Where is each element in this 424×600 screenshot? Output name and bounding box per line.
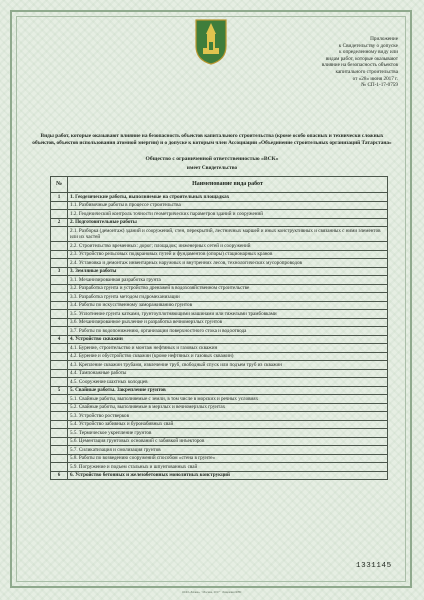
table-group-row <box>51 335 388 344</box>
row-number <box>51 276 68 285</box>
row-number: 5 <box>51 386 68 395</box>
row-work-name: 5.2. Свайные работы, выполняемые в мерзлых и вечномерзлых грунтах <box>68 403 388 412</box>
row-number: 4 <box>51 335 68 344</box>
row-work-name: 5.3. Устройство ростверков <box>68 412 388 421</box>
row-number <box>51 284 68 293</box>
row-number <box>51 318 68 327</box>
table-row <box>51 201 388 210</box>
row-work-name: 3.4. Работы по искусственному замораживанию грунтов <box>68 301 388 310</box>
row-work-name: 1.2. Геодезический контроль точности геометрических параметров зданий и сооружений <box>68 210 388 219</box>
table-row <box>51 361 388 370</box>
row-number: 2 <box>51 218 68 227</box>
row-work-name: 5.9. Погружение и подъем стальных и шпунтованных свай <box>68 463 388 472</box>
row-number: 1 <box>51 193 68 202</box>
row-work-name: 4.1. Бурение, строительство и монтаж нефтяных и газовых скважин <box>68 344 388 353</box>
row-work-name: 1.1. Разбивочные работы в процессе строительства <box>68 201 388 210</box>
appendix-line: к определенному виду или <box>339 49 398 56</box>
row-number <box>51 242 68 251</box>
row-number <box>51 403 68 412</box>
table-row <box>51 210 388 219</box>
row-number <box>51 344 68 353</box>
table-row <box>51 378 388 387</box>
row-work-name: 4. Устройство скважин <box>68 335 388 344</box>
row-number <box>51 327 68 336</box>
table-group-row <box>51 193 388 202</box>
table-row <box>51 395 388 404</box>
row-number <box>51 201 68 210</box>
table-row <box>51 284 388 293</box>
row-number: 6 <box>51 471 68 480</box>
row-work-name: 5.6. Цементация грунтовых оснований с забивкой инъекторов <box>68 437 388 446</box>
row-number <box>51 463 68 472</box>
table-row <box>51 293 388 302</box>
row-number <box>51 301 68 310</box>
appendix-line: № СП-1-17-0759 <box>361 82 398 89</box>
row-work-name: 5.1. Свайные работы, выполняемые с земли, в том числе в морских и речных условиях <box>68 395 388 404</box>
row-number <box>51 361 68 370</box>
row-number <box>51 293 68 302</box>
table-row <box>51 420 388 429</box>
table-row <box>51 318 388 327</box>
row-work-name: 4.2. Бурение и обустройство скважин (кроме нефтяных и газовых скважин) <box>68 352 388 361</box>
row-number <box>51 259 68 268</box>
table-row <box>51 276 388 285</box>
table-row <box>51 403 388 412</box>
row-work-name: 3.3. Разработка грунта методом гидромеханизации <box>68 293 388 302</box>
row-work-name: 2.3. Устройство рельсовых подкрановых путей и фундаментов (опоры) стационарных кранов <box>68 250 388 259</box>
row-work-name: 4.4. Тампонажные работы <box>68 369 388 378</box>
appendix-header <box>270 36 398 89</box>
row-work-name: 4.5. Сооружение шахтных колодцев <box>68 378 388 387</box>
table-row <box>51 369 388 378</box>
column-header-name: Наименование вида работ <box>68 177 388 193</box>
row-number <box>51 420 68 429</box>
row-number <box>51 446 68 455</box>
row-work-name: 3.2. Разработка грунта и устройство дренажей в водохозяйственном строительстве <box>68 284 388 293</box>
row-work-name: 1. Геодезические работы, выполняемые на строительных площадках <box>68 193 388 202</box>
row-work-name: 3.5. Уплотнение грунта катками, грунтоуплотняющими машинами или тяжелыми трамбовками <box>68 310 388 319</box>
table-group-row <box>51 386 388 395</box>
row-number <box>51 352 68 361</box>
table-row <box>51 412 388 421</box>
row-work-name: 3. Земляные работы <box>68 267 388 276</box>
row-number: 3 <box>51 267 68 276</box>
table-group-row <box>51 471 388 480</box>
table-row <box>51 250 388 259</box>
coat-of-arms-icon <box>194 18 228 66</box>
table-row <box>51 437 388 446</box>
appendix-line: от «28» июня 2017 г. <box>352 75 398 82</box>
row-work-name: 5.5. Термическое укрепление грунтов <box>68 429 388 438</box>
row-work-name: 4.3. Крепление скважин трубами, извлечение труб, свободный спуск или подъем труб из скважин <box>68 361 388 370</box>
row-work-name: 5.8. Работы по возведению сооружений способом «стена в грунте» <box>68 454 388 463</box>
table-row <box>51 463 388 472</box>
row-number <box>51 395 68 404</box>
row-work-name: 2.2. Строительство временных: дорог; площадок; инженерных сетей и сооружений <box>68 242 388 251</box>
table-body <box>51 193 388 480</box>
table-row <box>51 446 388 455</box>
row-work-name: 3.1. Механизированная разработка грунта <box>68 276 388 285</box>
printer-imprint: ООО «Бланк» · Москва, 2017 · Лицензия ФНС <box>182 590 242 594</box>
serial-number: 1331145 <box>356 562 392 570</box>
table-row <box>51 352 388 361</box>
table-row <box>51 327 388 336</box>
row-number <box>51 210 68 219</box>
work-types-table <box>50 176 388 480</box>
row-work-name: 5.4. Устройство забивных и буронабивных свай <box>68 420 388 429</box>
row-number <box>51 429 68 438</box>
table-row <box>51 344 388 353</box>
table-group-row <box>51 218 388 227</box>
appendix-line: к Свидетельству о допуске <box>338 42 398 49</box>
row-work-name: 2.4. Установка и демонтаж инвентарных наружных и внутренних лесов, технологических мусоропроводов <box>68 259 388 268</box>
table-group-row <box>51 267 388 276</box>
appendix-line: капитального строительства <box>335 68 398 75</box>
row-work-name: 2. Подготовительные работы <box>68 218 388 227</box>
row-number <box>51 369 68 378</box>
row-number <box>51 227 68 242</box>
row-number <box>51 412 68 421</box>
row-number <box>51 378 68 387</box>
row-work-name: 5.7. Силикатизация и смолизация грунтов <box>68 446 388 455</box>
table-row <box>51 242 388 251</box>
row-number <box>51 250 68 259</box>
row-number <box>51 437 68 446</box>
table-row <box>51 301 388 310</box>
has-certificate-text: имеет Свидетельство <box>186 165 238 171</box>
appendix-line: Приложение <box>370 36 398 42</box>
appendix-line: влияние на безопасность объектов <box>321 62 398 69</box>
table-row <box>51 454 388 463</box>
row-work-name: 5. Свайные работы. Закрепление грунтов <box>68 386 388 395</box>
intro-text: Виды работ, которые оказывают влияние на безопасность объектов капитального строительства (кроме особо опасных и технически сложных объектов, объектов использования атомной энергии) и о допуске к которым член Ассоциации «Объединение строительных организаций Татарстана» <box>32 133 392 146</box>
organization-name: Общество с ограниченной ответственностью «ВСК» <box>145 156 279 162</box>
table-row <box>51 227 388 242</box>
row-work-name: 6. Устройство бетонных и железобетонных монолитных конструкций <box>68 471 388 480</box>
row-work-name: 3.6. Механизированное рыхление и разработка вечномерзлых грунтов <box>68 318 388 327</box>
appendix-line: видам работ, которые оказывают <box>325 55 398 62</box>
table-row <box>51 310 388 319</box>
row-number <box>51 310 68 319</box>
table-row <box>51 429 388 438</box>
row-work-name: 3.7. Работы по водопонижению, организации поверхностного стока и водоотвода <box>68 327 388 336</box>
row-work-name: 2.1. Разборка (демонтаж) зданий и сооружений, стен, перекрытий, лестничных маршей и иных конструктивных и связанных с ними элементов или их частей <box>68 227 388 242</box>
table-row <box>51 259 388 268</box>
column-header-number: № <box>51 177 68 193</box>
row-number <box>51 454 68 463</box>
